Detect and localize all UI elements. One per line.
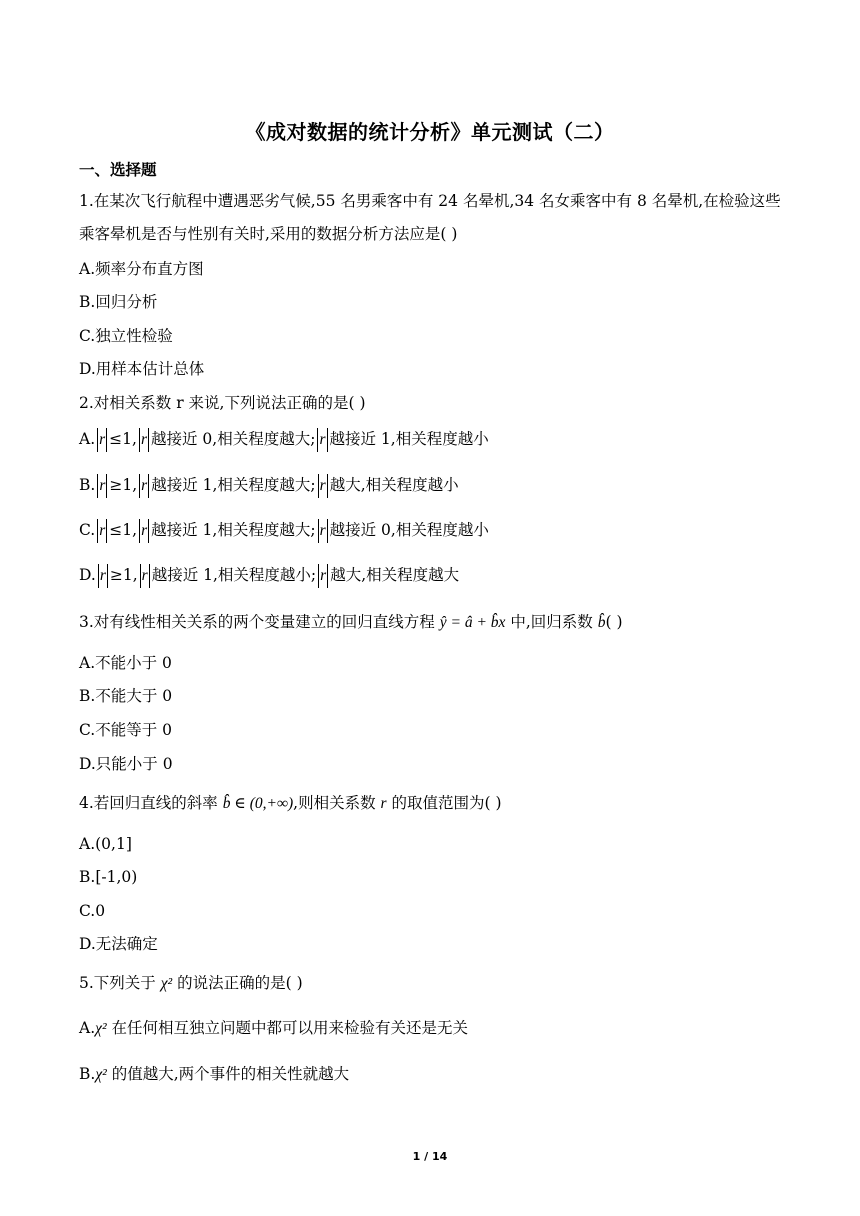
slope-expression: b̂ ∈ (0,+∞) [222,795,294,812]
question-1-option-a: A.频率分布直方图 [79,260,204,278]
regression-coefficient: b̂ [597,614,606,631]
question-5-stem: 5.下列关于 χ² 的说法正确的是( ) [79,974,303,992]
question-4-option-a: A.(0,1] [79,835,132,853]
question-1-option-d: D.用样本估计总体 [79,360,205,378]
question-5-option-b: B.χ² 的值越大,两个事件的相关性就越大 [79,1065,350,1083]
question-2-option-d: D. r ≥1, r 越接近 1,相关程度越小; r 越大,相关程度越大 [79,564,459,588]
question-4-option-d: D.无法确定 [79,935,158,953]
question-3-option-d: D.只能小于 0 [79,755,173,773]
question-2-stem: 2.对相关系数 r 来说,下列说法正确的是( ) [79,394,366,412]
question-3-option-a: A.不能小于 0 [79,654,172,672]
question-3-option-b: B.不能大于 0 [79,687,173,705]
question-2-option-a: A. r ≤1, r 越接近 0,相关程度越大; r 越接近 1,相关程度越小 [79,428,489,452]
question-1-option-c: C.独立性检验 [79,327,173,345]
question-3-option-c: C.不能等于 0 [79,721,173,739]
question-1-option-b: B.回归分析 [79,293,158,311]
page-title: 《成对数据的统计分析》单元测试（二） [245,120,615,144]
regression-equation: ŷ = â + b̂x [439,614,506,631]
page-number: 1 / 14 [412,1150,448,1163]
question-2-option-b: B. r ≥1, r 越接近 1,相关程度越大; r 越大,相关程度越小 [79,474,459,498]
section-heading: 一、选择题 [79,161,157,179]
question-4-option-b: B.[-1,0) [79,868,138,886]
chi-square-symbol: χ² [160,975,173,992]
question-4-option-c: C.0 [79,902,106,920]
question-2-option-c: C. r ≤1, r 越接近 1,相关程度越大; r 越接近 0,相关程度越小 [79,519,489,543]
question-3-stem: 3.对有线性相关关系的两个变量建立的回归直线方程 ŷ = â + b̂x 中,回归系数 b̂( ) [79,613,623,631]
question-1-stem: 1.在某次飞行航程中遭遇恶劣气候,55 名男乘客中有 24 名晕机,34 名女乘客中有 8 名晕机,在检验这些乘客晕机是否与性别有关时,采用的数据分析方法应是( ) [79,192,781,243]
question-5-option-a: A.χ² 在任何相互独立问题中都可以用来检验有关还是无关 [79,1019,469,1037]
question-4-stem: 4.若回归直线的斜率 b̂ ∈ (0,+∞),则相关系数 r 的取值范围为( ) [79,794,502,812]
